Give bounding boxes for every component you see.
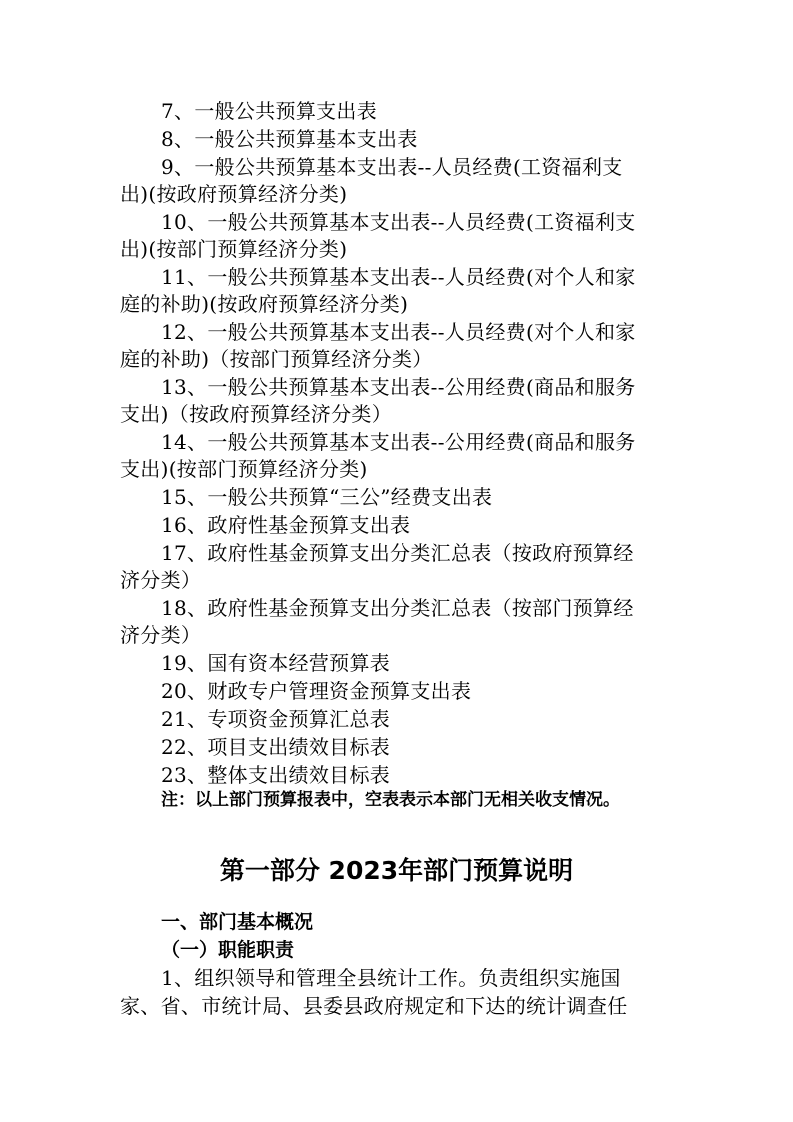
list-item-12: 12、一般公共预算基本支出表--人员经费(对个人和家: [161, 320, 636, 344]
list-item-23: 23、整体支出绩效目标表: [161, 763, 391, 787]
list-item-9-continued: 出)(按政府预算经济分类): [120, 182, 348, 206]
body-paragraph-line-1: 1、组织领导和管理全县统计工作。负责组织实施国: [161, 966, 621, 990]
list-item-13-continued: 支出)（按政府预算经济分类）: [120, 402, 393, 426]
section-heading: 一、部门基本概况: [161, 911, 314, 933]
list-item-13: 13、一般公共预算基本支出表--公用经费(商品和服务: [161, 375, 636, 399]
list-item-15: 15、一般公共预算“三公”经费支出表: [161, 485, 493, 509]
list-item-7: 7、一般公共预算支出表: [161, 99, 378, 123]
list-item-12-continued: 庭的补助)（按部门预算经济分类）: [120, 347, 433, 371]
list-item-22: 22、项目支出绩效目标表: [161, 735, 391, 759]
list-item-17: 17、政府性基金预算支出分类汇总表（按政府预算经: [161, 541, 634, 565]
list-item-10-continued: 出)(按部门预算经济分类): [120, 237, 348, 261]
list-item-18-continued: 济分类）: [120, 623, 202, 647]
list-item-18: 18、政府性基金预算支出分类汇总表（按部门预算经: [161, 596, 634, 620]
list-item-11-continued: 庭的补助)(按政府预算经济分类): [120, 292, 409, 316]
list-item-11: 11、一般公共预算基本支出表--人员经费(对个人和家: [161, 265, 636, 289]
list-item-8: 8、一般公共预算基本支出表: [161, 127, 418, 151]
list-item-21: 21、专项资金预算汇总表: [161, 707, 391, 731]
list-item-20: 20、财政专户管理资金预算支出表: [161, 679, 472, 703]
list-item-17-continued: 济分类）: [120, 568, 202, 592]
list-item-9: 9、一般公共预算基本支出表--人员经费(工资福利支: [161, 155, 623, 179]
list-item-10: 10、一般公共预算基本支出表--人员经费(工资福利支: [161, 210, 636, 234]
list-item-19: 19、国有资本经营预算表: [161, 651, 391, 675]
list-item-14-continued: 支出)(按部门预算经济分类): [120, 457, 368, 481]
list-item-14: 14、一般公共预算基本支出表--公用经费(商品和服务: [161, 430, 636, 454]
table-note: 注：以上部门预算报表中，空表表示本部门无相关收支情况。: [161, 790, 620, 810]
subsection-heading: （一）职能职责: [161, 939, 295, 961]
part-title: 第一部分 2023年部门预算说明: [219, 856, 574, 885]
body-paragraph-line-2: 家、省、市统计局、县委县政府规定和下达的统计调查任: [120, 994, 628, 1018]
list-item-16: 16、政府性基金预算支出表: [161, 513, 411, 537]
